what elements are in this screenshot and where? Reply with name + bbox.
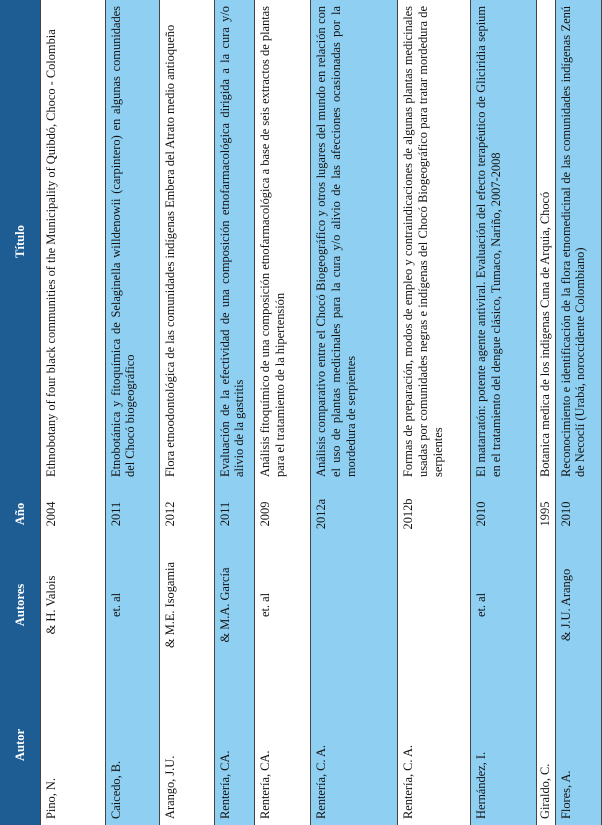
cell-autores: et. al	[257, 592, 272, 618]
cell-autor: Rentería, C. A.	[401, 745, 416, 819]
header-autor: Autor	[0, 665, 41, 825]
cell-titulo: Análisis fitoquímico de una composición etnofarmacológica a base de seis extractos de plantas para el tratamiento de la hipertensión	[257, 6, 287, 477]
cell-autores: et. al	[105, 545, 159, 665]
cell-titulo: Flora etnoodontológica de las comunidades indígenas Embera del Atrato medio antioqueño	[163, 24, 178, 477]
table-row	[41, 0, 106, 825]
table-row	[470, 0, 537, 825]
cell-titulo: Botanica medica de los indigenas Cuna de Arquia, Chocó	[538, 191, 553, 477]
cell-autores: et. al	[470, 545, 537, 665]
table-row	[160, 0, 214, 825]
cell-ano: 2012a	[311, 483, 398, 545]
cell-autores: & M.A. García	[214, 545, 254, 665]
table-row	[537, 0, 555, 825]
table-header-row	[0, 0, 41, 825]
cell-autores	[398, 545, 471, 665]
cell-titulo: El matarratón: potente agente antiviral. Evaluación del efecto terapéutico de Gliciridia sepium en el tratamiento del dengue clásico, Tumaco, Nariño, 2007-2008	[470, 0, 537, 483]
table-row	[254, 0, 311, 825]
cell-autor: Flores, A.	[555, 665, 601, 825]
cell-titulo: Reconocimiento e identificación de la flora etnomedicinal de las comunidades indígenas Zenú de Necoclí (Urabá, noroccidente Colombiano)	[555, 0, 601, 483]
cell-autor: Rentería, CA.	[257, 750, 272, 819]
cell-autor: Pino, N.	[44, 778, 58, 819]
cell-ano: 2012b	[401, 498, 416, 530]
cell-autores: & M.E. Isogamia	[163, 561, 178, 649]
cell-ano: 2009	[257, 501, 272, 527]
cell-autor: Hernández, I.	[470, 665, 537, 825]
cell-ano: 2004	[44, 501, 58, 527]
header-autores: Autores	[0, 545, 41, 665]
cell-autor: Caicedo, B.	[105, 665, 159, 825]
table-row	[311, 0, 398, 825]
cell-titulo: Formas de preparación, modos de empleo y contraindicaciones de algunas plantas medicinales usadas por comunidades negras e indígenas del Chocó Biogeográfico para tratar mordedura de serpientes	[401, 6, 445, 477]
cell-titulo: Análisis comparativo entre el Chocó Biogeográfico y otros lugares del mundo en relación con el uso de plantas medicinales para la cura y/o alivio de las afecciones ocasionadas por la mordedura de serpientes	[311, 0, 398, 483]
table-row	[214, 0, 254, 825]
cell-ano: 2011	[105, 483, 159, 545]
cell-autor: Arango, J.U.	[163, 755, 178, 819]
table-row	[398, 0, 471, 825]
cell-ano: 2010	[555, 483, 601, 545]
table-row	[105, 0, 159, 825]
cell-autor: Rentería, C. A.	[311, 665, 398, 825]
cell-ano: 2011	[214, 483, 254, 545]
cell-titulo: Ethnobotany of four black communities of the Municipality of Quibdó, Choco - Colombia	[44, 29, 58, 477]
cell-autor: Rentería, CA.	[214, 665, 254, 825]
cell-titulo: Evaluación de la efectividad de una composición etnofarmacológica dirigida a la cura y/o alivio de la gastritis	[214, 0, 254, 483]
cell-ano: 2010	[470, 483, 537, 545]
cell-autores	[311, 545, 398, 665]
cell-autores: & H. Valois	[44, 575, 58, 635]
cell-ano: 2012	[163, 501, 178, 527]
cell-ano: 1995	[538, 501, 553, 527]
cell-autores: & J.U. Arango	[555, 545, 601, 665]
cell-autor: Giraldo, C.	[538, 763, 553, 819]
header-ano: Año	[0, 483, 41, 545]
header-titulo: Título	[0, 0, 41, 483]
cell-autores	[537, 545, 555, 665]
cell-titulo: Etnobotánica y fitoquímica de Selaginella willdenowii (carpintero) en algunas comunidades del Chocó biogeográfico	[105, 0, 159, 483]
table-row	[555, 0, 601, 825]
